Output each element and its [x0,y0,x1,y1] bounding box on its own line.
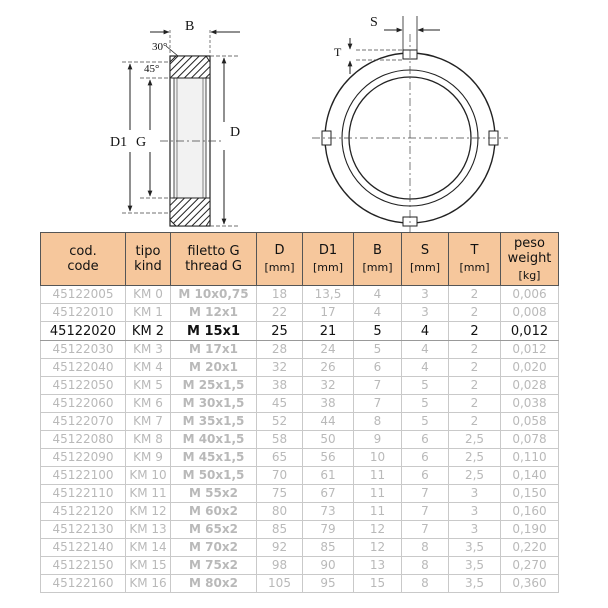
cell-s: 7 [402,485,449,503]
cell-kind: KM 14 [126,539,171,557]
cell-d1: 90 [303,557,354,575]
cell-t: 2 [449,377,501,395]
cell-d: 45 [257,395,303,413]
cell-s: 8 [402,557,449,575]
label-angle-30: 30° [152,41,168,53]
table-row [41,341,559,359]
cell-b: 5 [354,341,402,359]
header-s [402,233,449,286]
cell-weight: 0,012 [501,341,559,359]
table-row [41,413,559,431]
cell-kind: KM 7 [126,413,171,431]
cell-kind: KM 5 [126,377,171,395]
cell-d1: 73 [303,503,354,521]
cell-s: 8 [402,539,449,557]
table-row [41,359,559,377]
header-weight [501,233,559,286]
header-d [257,233,303,286]
cell-weight: 0,160 [501,503,559,521]
cell-b: 11 [354,467,402,485]
cell-code: 45122140 [41,539,126,557]
dimension-g [136,78,172,198]
cell-weight: 0,220 [501,539,559,557]
side-section-view [160,46,224,226]
cell-kind: KM 10 [126,467,171,485]
cell-t: 3 [449,521,501,539]
cell-b: 11 [354,503,402,521]
cell-thread: M 40x1,5 [171,431,257,449]
cell-s: 4 [402,341,449,359]
cell-s: 4 [402,359,449,377]
cell-kind: KM 16 [126,575,171,593]
cell-weight: 0,110 [501,449,559,467]
header-d1-line2: D1 [318,243,338,258]
cell-t: 2 [449,322,501,341]
cell-code: 45122070 [41,413,126,431]
cell-s: 3 [402,286,449,304]
label-g: G [136,135,147,150]
cell-b: 13 [354,557,402,575]
cell-thread: M 50x1,5 [171,467,257,485]
cell-code: 45122090 [41,449,126,467]
cell-t: 3 [449,503,501,521]
cell-d: 58 [257,431,303,449]
table-row [41,449,559,467]
cell-d: 80 [257,503,303,521]
cell-d1: 95 [303,575,354,593]
cell-code: 45122130 [41,521,126,539]
cell-kind: KM 3 [126,341,171,359]
cell-t: 2,5 [449,431,501,449]
cell-weight: 0,028 [501,377,559,395]
cell-code: 45122060 [41,395,126,413]
cell-weight: 0,140 [501,467,559,485]
cell-thread: M 55x2 [171,485,257,503]
cell-d1: 85 [303,539,354,557]
cell-d: 92 [257,539,303,557]
cell-code: 45122010 [41,304,126,322]
cell-b: 7 [354,377,402,395]
cell-thread: M 65x2 [171,521,257,539]
front-view [312,34,508,232]
label-b: B [185,19,195,34]
cell-code: 45122110 [41,485,126,503]
table-row [41,395,559,413]
cell-t: 2 [449,286,501,304]
table-row [41,503,559,521]
cell-kind: KM 1 [126,304,171,322]
cell-thread: M 17x1 [171,341,257,359]
cell-b: 5 [354,322,402,341]
cell-s: 5 [402,377,449,395]
header-thread-line2: thread G [185,259,242,274]
cell-weight: 0,360 [501,575,559,593]
header-kind-line1: tipo [135,244,161,259]
cell-d1: 13,5 [303,286,354,304]
cell-code: 45122040 [41,359,126,377]
cell-weight: 0,270 [501,557,559,575]
header-t-unit: [mm] [459,261,490,274]
cell-d: 32 [257,359,303,377]
header-b-unit: [mm] [362,261,393,274]
label-t: T [334,45,342,59]
table-row [41,557,559,575]
cell-t: 2 [449,413,501,431]
cell-b: 11 [354,485,402,503]
cell-code: 45122020 [41,322,126,341]
header-d1 [303,233,354,286]
cell-d1: 38 [303,395,354,413]
cell-kind: KM 4 [126,359,171,377]
cell-thread: M 80x2 [171,575,257,593]
cell-b: 6 [354,359,402,377]
cell-s: 7 [402,503,449,521]
label-d1: D1 [110,135,128,150]
table-row [41,539,559,557]
cell-d: 70 [257,467,303,485]
cell-b: 15 [354,575,402,593]
cell-d1: 56 [303,449,354,467]
cell-t: 2,5 [449,467,501,485]
cell-t: 3,5 [449,557,501,575]
cell-s: 7 [402,521,449,539]
cell-thread: M 45x1,5 [171,449,257,467]
cell-kind: KM 0 [126,286,171,304]
cell-t: 2 [449,341,501,359]
cell-d: 52 [257,413,303,431]
label-s: S [370,15,378,30]
cell-thread: M 25x1,5 [171,377,257,395]
cell-code: 45122150 [41,557,126,575]
table-body [41,286,559,593]
table-row [41,485,559,503]
header-code-line2: code [67,259,99,274]
cell-weight: 0,058 [501,413,559,431]
header-b-line2: B [373,243,382,258]
cell-d: 25 [257,322,303,341]
cell-code: 45122120 [41,503,126,521]
table-row [41,377,559,395]
cell-weight: 0,006 [501,286,559,304]
cell-d1: 61 [303,467,354,485]
cell-s: 6 [402,467,449,485]
cell-weight: 0,078 [501,431,559,449]
table-row [41,575,559,593]
cell-thread: M 30x1,5 [171,395,257,413]
cell-thread: M 15x1 [171,322,257,341]
cell-thread: M 35x1,5 [171,413,257,431]
cell-d1: 50 [303,431,354,449]
table-row [41,286,559,304]
table-row [41,431,559,449]
cell-t: 2 [449,304,501,322]
cell-t: 3,5 [449,539,501,557]
cell-b: 7 [354,395,402,413]
cell-thread: M 20x1 [171,359,257,377]
cell-d1: 26 [303,359,354,377]
cell-b: 9 [354,431,402,449]
table-row [41,322,559,341]
dimension-s [370,15,440,50]
cell-b: 4 [354,304,402,322]
header-weight-unit: [kg] [518,268,541,282]
cell-b: 8 [354,413,402,431]
header-t-line2: T [470,243,479,258]
cell-kind: KM 6 [126,395,171,413]
cell-d: 75 [257,485,303,503]
cell-d1: 24 [303,341,354,359]
cell-kind: KM 8 [126,431,171,449]
header-weight-line2: weight [507,250,552,266]
header-kind [126,233,171,286]
label-angle-45: 45° [144,63,160,75]
header-d1-unit: [mm] [312,261,343,274]
cell-weight: 0,012 [501,322,559,341]
header-s-unit: [mm] [409,261,440,274]
cell-d1: 32 [303,377,354,395]
cell-weight: 0,008 [501,304,559,322]
cell-code: 45122030 [41,341,126,359]
cell-d1: 17 [303,304,354,322]
label-d: D [230,125,241,140]
header-kind-line2: kind [134,259,162,274]
cell-thread: M 75x2 [171,557,257,575]
header-thread [171,233,257,286]
cell-s: 6 [402,431,449,449]
header-code [41,233,126,286]
header-weight-line1: peso [514,235,545,251]
header-b [354,233,402,286]
cell-s: 8 [402,575,449,593]
cell-thread: M 12x1 [171,304,257,322]
cell-kind: KM 11 [126,485,171,503]
cell-d: 28 [257,341,303,359]
cell-weight: 0,190 [501,521,559,539]
cell-code: 45122160 [41,575,126,593]
cell-weight: 0,038 [501,395,559,413]
header-code-line1: cod. [69,244,97,259]
cell-kind: KM 15 [126,557,171,575]
cell-kind: KM 2 [126,322,171,341]
header-s-line2: S [420,243,430,258]
cell-d: 22 [257,304,303,322]
cell-d1: 21 [303,322,354,341]
cell-s: 6 [402,449,449,467]
cell-thread: M 70x2 [171,539,257,557]
cell-d1: 67 [303,485,354,503]
cell-code: 45122005 [41,286,126,304]
table-row [41,521,559,539]
cell-b: 10 [354,449,402,467]
cell-kind: KM 12 [126,503,171,521]
cell-kind: KM 13 [126,521,171,539]
cell-s: 5 [402,395,449,413]
cell-t: 2 [449,359,501,377]
cell-d: 65 [257,449,303,467]
lock-nut-drawing [0,0,608,232]
cell-kind: KM 9 [126,449,171,467]
cell-d: 85 [257,521,303,539]
cell-d: 98 [257,557,303,575]
cell-s: 5 [402,413,449,431]
cell-d1: 79 [303,521,354,539]
table-row [41,304,559,322]
cell-d: 18 [257,286,303,304]
cell-s: 3 [402,304,449,322]
cell-d: 38 [257,377,303,395]
cell-d: 105 [257,575,303,593]
cell-b: 4 [354,286,402,304]
cell-b: 12 [354,539,402,557]
header-d-line2: D [274,243,285,258]
cell-b: 12 [354,521,402,539]
cell-code: 45122050 [41,377,126,395]
cell-thread: M 60x2 [171,503,257,521]
header-d-unit: [mm] [264,261,295,274]
cell-t: 3 [449,485,501,503]
header-thread-line1: filetto G [187,244,240,259]
cell-thread: M 10x0,75 [171,286,257,304]
cell-weight: 0,020 [501,359,559,377]
cell-weight: 0,150 [501,485,559,503]
cell-t: 2 [449,395,501,413]
cell-s: 4 [402,322,449,341]
header-t [449,233,501,286]
cell-d1: 44 [303,413,354,431]
cell-t: 3,5 [449,575,501,593]
table-row [41,467,559,485]
cell-code: 45122100 [41,467,126,485]
cell-t: 2,5 [449,449,501,467]
table-header-row [41,233,559,286]
cell-code: 45122080 [41,431,126,449]
spec-table [40,232,559,593]
